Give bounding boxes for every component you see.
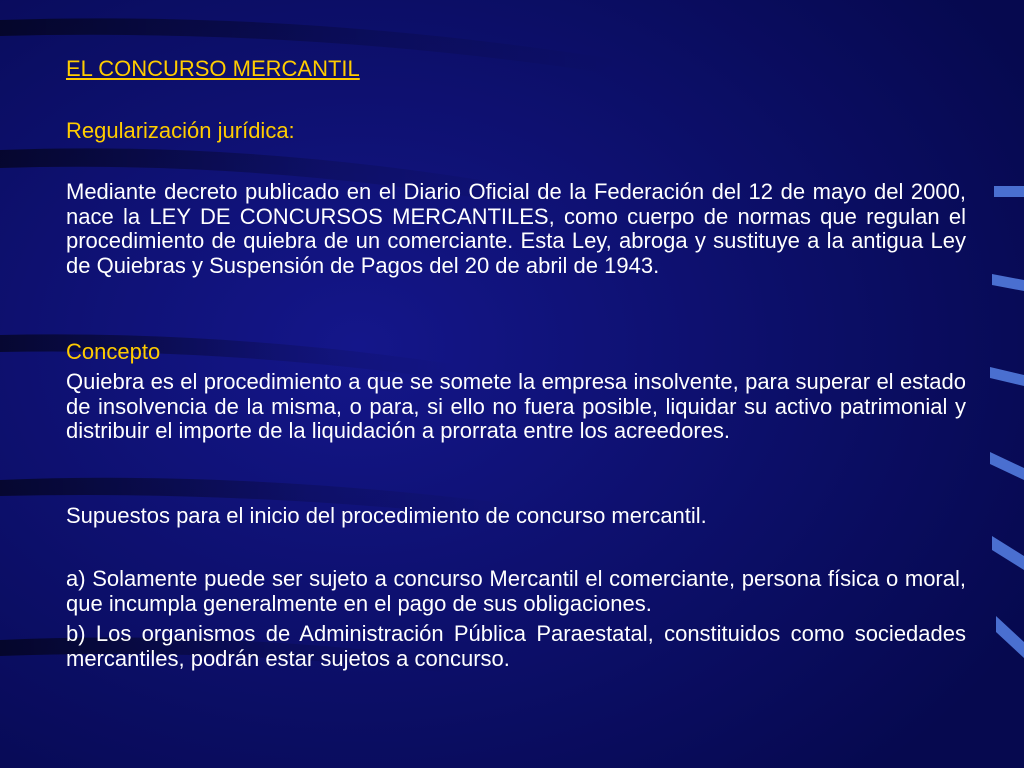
subtitle-regularization: Regularización jurídica: — [66, 118, 295, 143]
concept-paragraph: Quiebra es el procedimiento a que se somete la empresa insolvente, para superar el estado de insolvencia de la misma, o para, si ello no fuera posible, liquidar su activo patrimonial y distribuir el importe de la liquidación a prorrata entre los acreedores. — [66, 369, 966, 443]
concept-heading: Concepto — [66, 339, 161, 364]
slide-title: EL CONCURSO MERCANTIL — [66, 56, 360, 81]
edge-dash — [994, 186, 1024, 197]
intro-paragraph: Mediante decreto publicado en el Diario Oficial de la Federación del 12 de mayo del 2000, nace la LEY DE CONCURSOS MERCANTILES, como cuerpo de normas que regulan el procedimiento de quiebra de un comerciante. Esta Ley, abroga y sustituye a la antigua Ley de Quiebras y Suspensión de Pagos del 20 de abril de 1943. — [66, 179, 966, 278]
assumptions-heading: Supuestos para el inicio del procedimiento de concurso mercantil. — [66, 503, 707, 528]
assumption-item-a: a) Solamente puede ser sujeto a concurso Mercantil el comerciante, persona física o moral, que incumpla generalmente en el pago de sus obligaciones. — [66, 566, 966, 616]
assumption-item-b: b) Los organismos de Administración Pública Paraestatal, constituidos como sociedades mercantiles, podrán estar sujetos a concurso. — [66, 621, 966, 671]
slide-content — [66, 0, 966, 768]
